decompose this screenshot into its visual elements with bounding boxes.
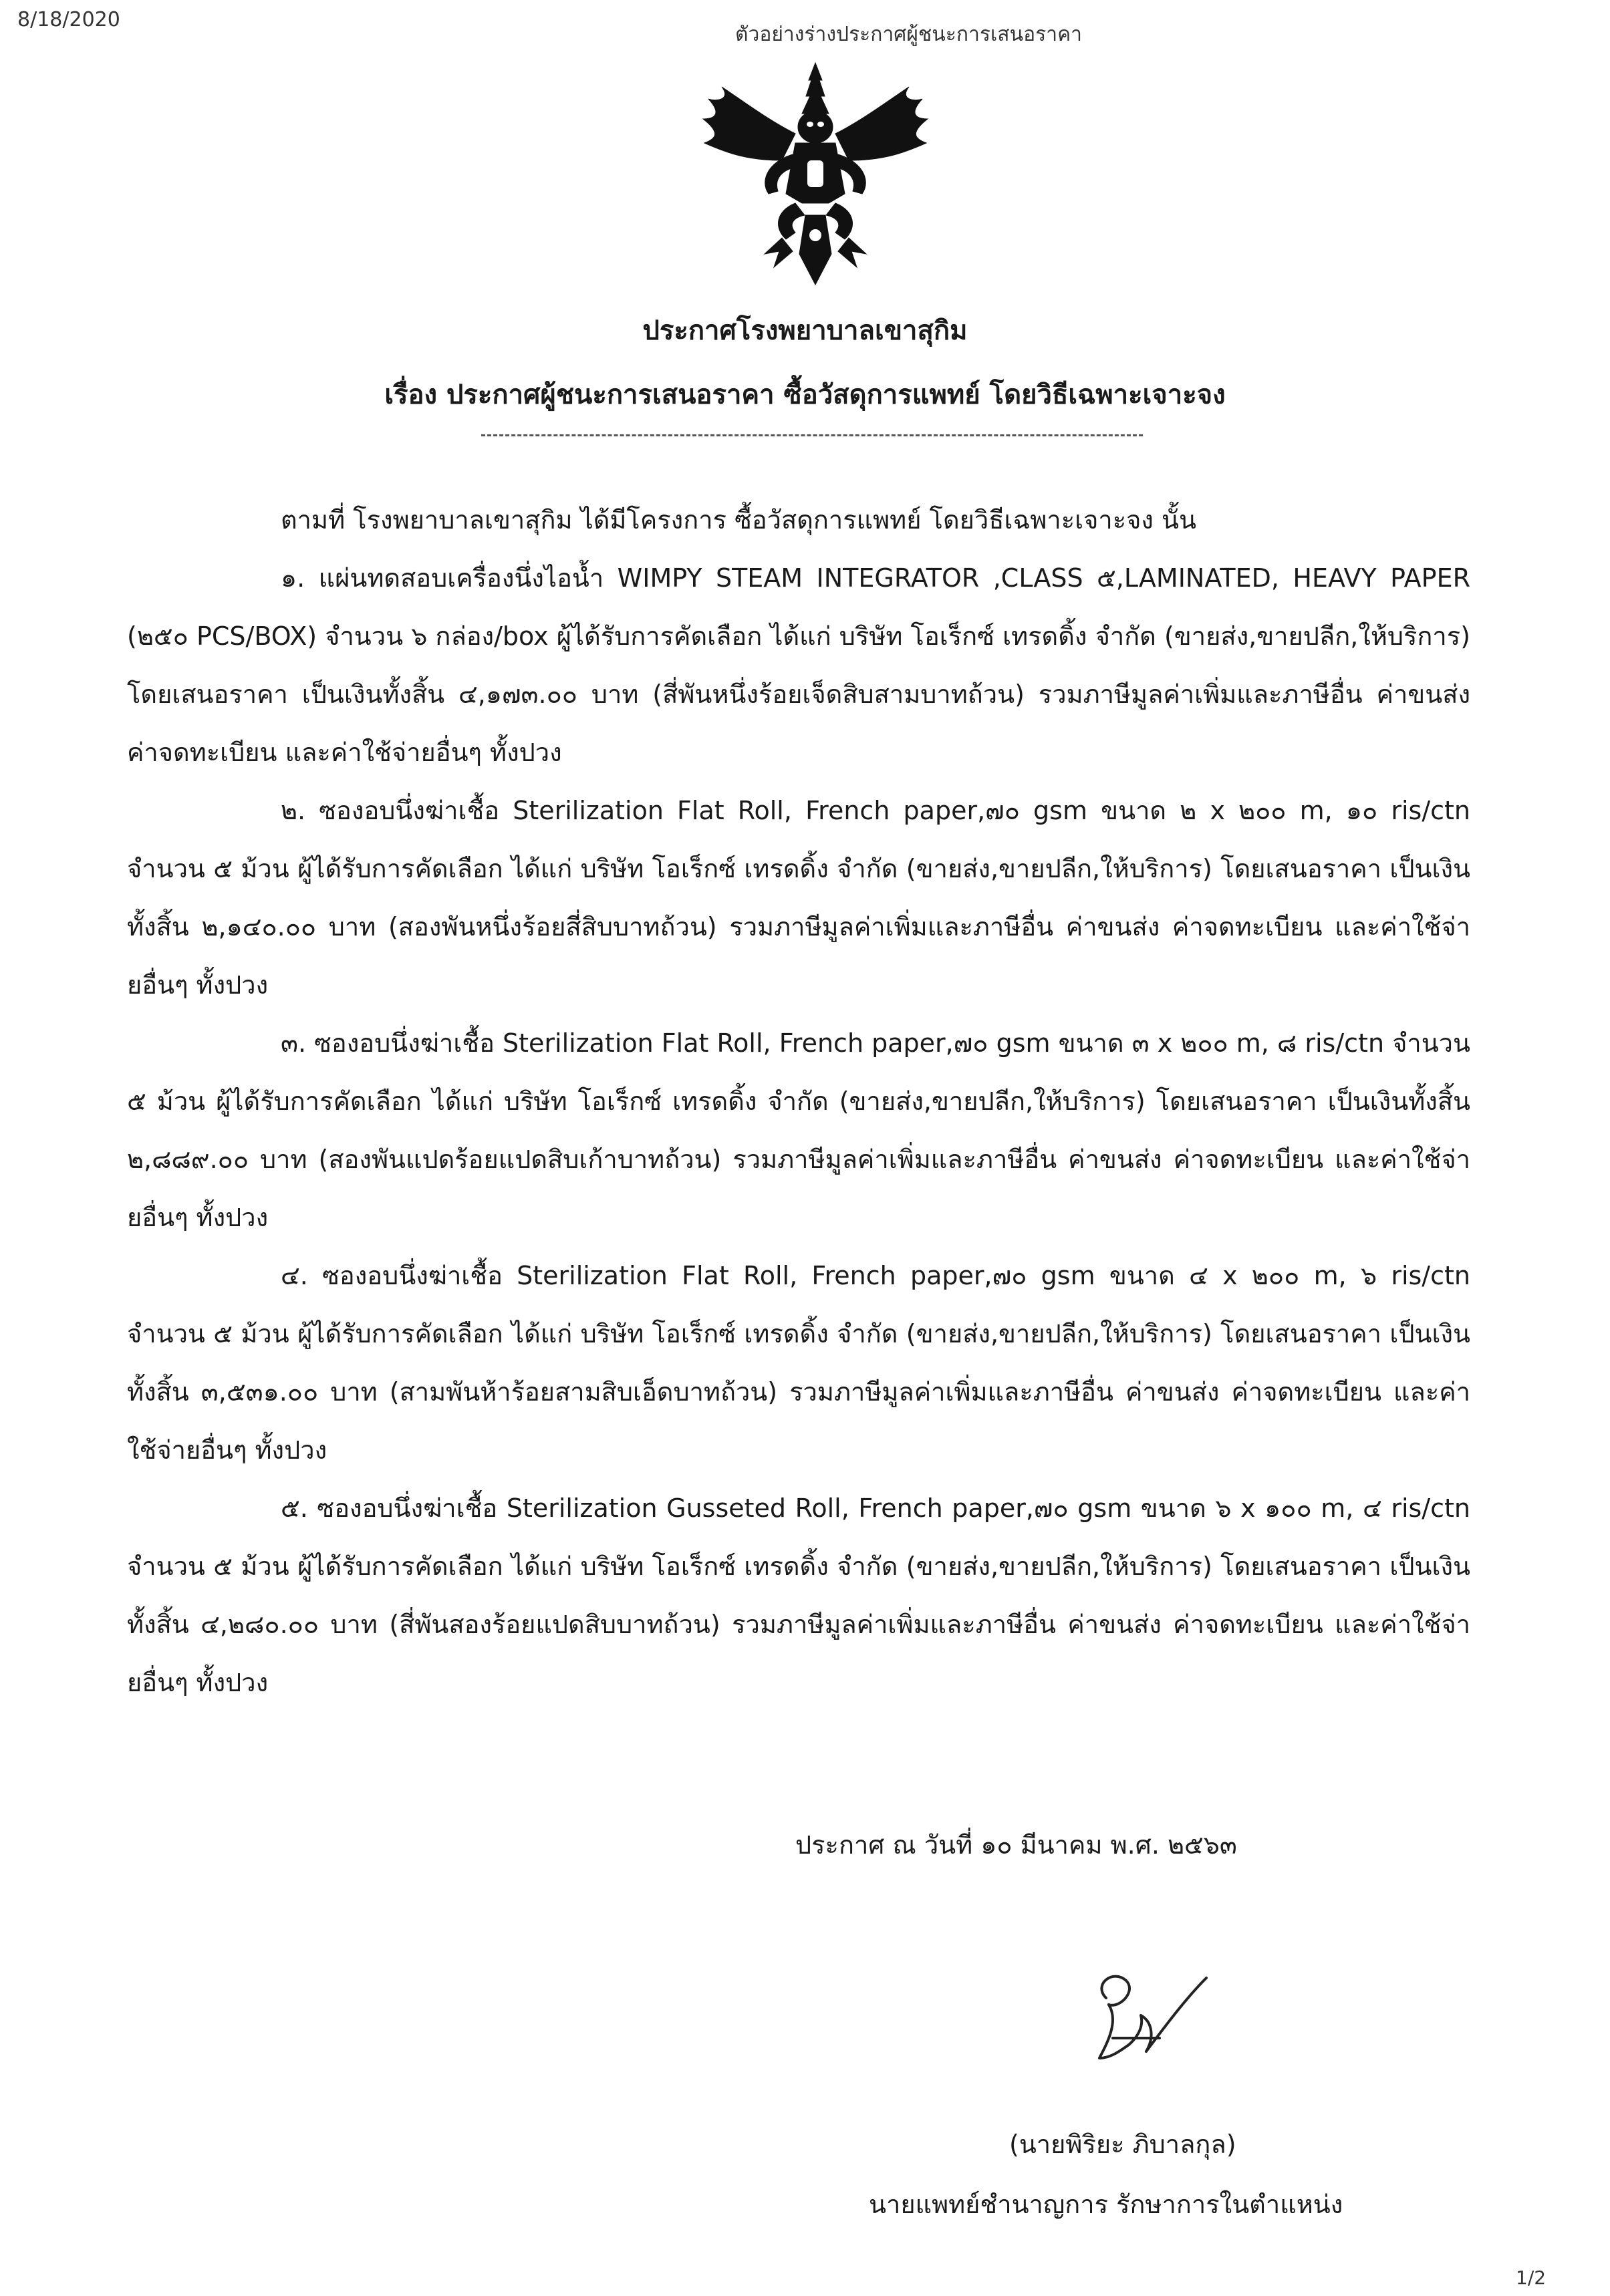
- page-subject: เรื่อง ประกาศผู้ชนะการเสนอราคา ซื้อวัสดุการแพทย์ โดยวิธีเฉพาะเจาะจง: [384, 380, 1226, 410]
- title-divider: [481, 434, 1143, 436]
- signer-name: (นายพิริยะ ภิบาลกุล): [1009, 2130, 1236, 2159]
- list-item: ๓. ซองอบนึ่งฆ่าเชื้อ Sterilization Flat Roll, French paper,๗๐ gsm ขนาด ๓ x ๒๐๐ m, ๘ ris/ctn จำนวน ๕ ม้วน ผู้ได้รับการคัดเลือก ได้แก่ บริษัท โอเร็กซ์ เทรดดิ้ง จำกัด (ขายส่ง,ขายปลีก,ให้บริการ) โดยเสนอราคา เป็นเงินทั้งสิ้น ๒,๘๘๙.๐๐ บาท (สองพันแปดร้อยแปดสิบเก้าบาทถ้วน) รวมภาษีมูลค่าเพิ่มและภาษีอื่น ค่าขนส่ง ค่าจดทะเบียน และค่าใช้จ่ายอื่นๆ ทั้งปวง: [127, 1028, 1470, 1232]
- list-item: ๒. ซองอบนึ่งฆ่าเชื้อ Sterilization Flat Roll, French paper,๗๐ gsm ขนาด ๒ x ๒๐๐ m, ๑๐ ris/ctn จำนวน ๕ ม้วน ผู้ได้รับการคัดเลือก ได้แก่ บริษัท โอเร็กซ์ เทรดดิ้ง จำกัด (ขายส่ง,ขายปลีก,ให้บริการ) โดยเสนอราคา เป็นเงินทั้งสิ้น ๒,๑๔๐.๐๐ บาท (สองพันหนึ่งร้อยสี่สิบบาทถ้วน) รวมภาษีมูลค่าเพิ่มและภาษีอื่น ค่าขนส่ง ค่าจดทะเบียน และค่าใช้จ่ายอื่นๆ ทั้งปวง: [127, 796, 1470, 1000]
- page-title: ประกาศโรงพยาบาลเขาสุกิม: [642, 315, 968, 346]
- announcement-body: [127, 491, 1470, 1712]
- page-number: 1/2: [1516, 2267, 1547, 2289]
- signer-position: นายแพทย์ชำนาญการ รักษาการในตำแหน่ง: [869, 2190, 1343, 2219]
- garuda-emblem-icon: [695, 60, 936, 287]
- print-date: 8/18/2020: [17, 8, 120, 31]
- announcement-date: ประกาศ ณ วันที่ ๑๐ มีนาคม พ.ศ. ๒๕๖๓: [795, 1830, 1237, 1860]
- draft-note: ตัวอย่างร่างประกาศผู้ชนะการเสนอราคา: [735, 23, 1082, 46]
- list-item: ๕. ซองอบนึ่งฆ่าเชื้อ Sterilization Gusseted Roll, French paper,๗๐ gsm ขนาด ๖ x ๑๐๐ m, ๔ ris/ctn จำนวน ๕ ม้วน ผู้ได้รับการคัดเลือก ได้แก่ บริษัท โอเร็กซ์ เทรดดิ้ง จำกัด (ขายส่ง,ขายปลีก,ให้บริการ) โดยเสนอราคา เป็นเงินทั้งสิ้น ๔,๒๘๐.๐๐ บาท (สี่พันสองร้อยแปดสิบบาทถ้วน) รวมภาษีมูลค่าเพิ่มและภาษีอื่น ค่าขนส่ง ค่าจดทะเบียน และค่าใช้จ่ายอื่นๆ ทั้งปวง: [127, 1493, 1470, 1697]
- handwritten-signature-icon: [1079, 1958, 1220, 2078]
- list-item: ๔. ซองอบนึ่งฆ่าเชื้อ Sterilization Flat Roll, French paper,๗๐ gsm ขนาด ๔ x ๒๐๐ m, ๖ ris/ctn จำนวน ๕ ม้วน ผู้ได้รับการคัดเลือก ได้แก่ บริษัท โอเร็กซ์ เทรดดิ้ง จำกัด (ขายส่ง,ขายปลีก,ให้บริการ) โดยเสนอราคา เป็นเงินทั้งสิ้น ๓,๕๓๑.๐๐ บาท (สามพันห้าร้อยสามสิบเอ็ดบาทถ้วน) รวมภาษีมูลค่าเพิ่มและภาษีอื่น ค่าขนส่ง ค่าจดทะเบียน และค่าใช้จ่ายอื่นๆ ทั้งปวง: [127, 1261, 1470, 1465]
- list-item: ๑. แผ่นทดสอบเครื่องนึ่งไอน้ำ WIMPY STEAM INTEGRATOR ,CLASS ๕,LAMINATED, HEAVY PAPER (๒๕๐ PCS/BOX) จำนวน ๖ กล่อง/box ผู้ได้รับการคัดเลือก ได้แก่ บริษัท โอเร็กซ์ เทรดดิ้ง จำกัด (ขายส่ง,ขายปลีก,ให้บริการ) โดยเสนอราคา เป็นเงินทั้งสิ้น ๔,๑๗๓.๐๐ บาท (สี่พันหนึ่งร้อยเจ็ดสิบสามบาทถ้วน) รวมภาษีมูลค่าเพิ่มและภาษีอื่น ค่าขนส่ง ค่าจดทะเบียน และค่าใช้จ่ายอื่นๆ ทั้งปวง: [127, 563, 1470, 767]
- intro-paragraph: ตามที่ โรงพยาบาลเขาสุกิม ได้มีโครงการ ซื้อวัสดุการแพทย์ โดยวิธีเฉพาะเจาะจง นั้น: [281, 505, 1196, 535]
